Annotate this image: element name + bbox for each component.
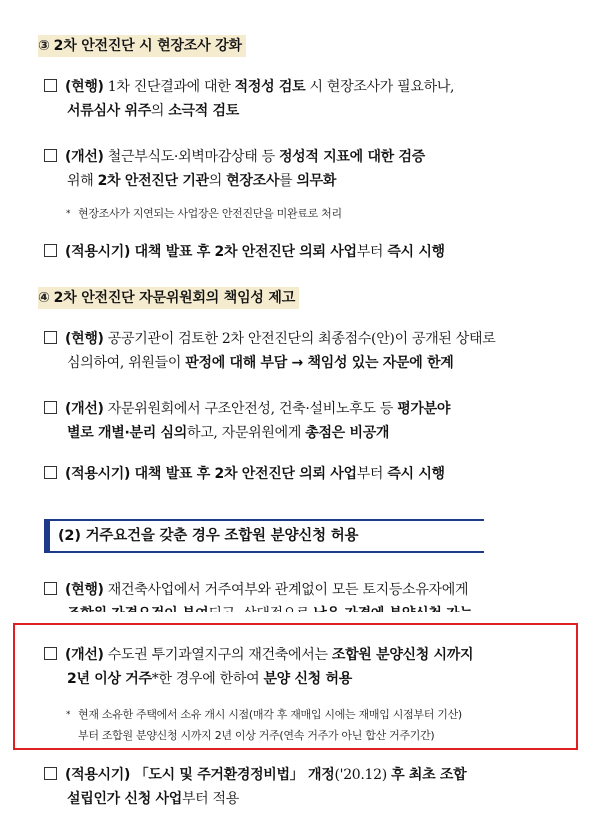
subsection-title: (2) 거주요건을 갖춘 경우 조합원 분양신청 허용 xyxy=(58,528,359,544)
checkbox-icon xyxy=(44,466,57,479)
page-cut xyxy=(0,612,606,622)
footnote: * 현장조사가 지연되는 사업장은 안전진단을 미완료로 처리 xyxy=(66,207,342,220)
section-heading-4 xyxy=(38,287,299,309)
checkbox-icon xyxy=(44,647,57,660)
checkbox-icon xyxy=(44,401,57,414)
bullet-current: (현행) 공공기관이 검토한 2차 안전진단의 최종점수(안)이 공개된 상태로 심의하여, 위원들이 판정에 대해 부담 → 책임성 있는 자문에 한계 xyxy=(44,327,559,375)
checkbox-icon xyxy=(44,149,57,162)
subsection-header xyxy=(44,519,484,553)
bullet-improve: (개선) 철근부식도·외벽마감상태 등 정성적 지표에 대한 검증 위해 2차 안전진단 기관의 현장조사를 의무화 xyxy=(44,145,559,193)
checkbox-icon xyxy=(44,582,57,595)
bullet-timing: (적용시기) 대책 발표 후 2차 안전진단 의뢰 사업부터 즉시 시행 xyxy=(44,462,559,486)
checkbox-icon xyxy=(44,767,57,780)
bullet-timing: (적용시기) 「도시 및 주거환경정비법」 개정('20.12) 후 최초 조합 설립인가 신청 사업부터 적용 xyxy=(44,763,559,811)
bullet-improve: (개선) 수도권 투기과열지구의 재건축에서는 조합원 분양신청 시까지 2년 이상 거주*한 경우에 한하여 분양 신청 허용 xyxy=(44,643,559,691)
footnote-continued: 부터 조합원 분양신청 시까지 2년 이상 거주(연속 거주가 아닌 합산 거주기간) xyxy=(78,729,435,742)
checkbox-icon xyxy=(44,244,57,257)
section-number: ③ xyxy=(38,38,50,54)
section-heading-3 xyxy=(38,35,246,57)
section-title: 2차 안전진단 자문위원회의 책임성 제고 xyxy=(53,290,296,306)
section-title: 2차 안전진단 시 현장조사 강화 xyxy=(53,38,242,54)
bullet-timing: (적용시기) 대책 발표 후 2차 안전진단 의뢰 사업부터 즉시 시행 xyxy=(44,240,559,264)
bullet-current: (현행) 1차 진단결과에 대한 적정성 검토 시 현장조사가 필요하나, 서류심사 위주의 소극적 검토 xyxy=(44,75,559,123)
section-number: ④ xyxy=(38,290,50,306)
bullet-current: (현행) 재건축사업에서 거주여부와 관계없이 모든 토지등소유자에게 xyxy=(44,578,559,626)
checkbox-icon xyxy=(44,331,57,344)
checkbox-icon xyxy=(44,79,57,92)
bullet-improve: (개선) 자문위원회에서 구조안전성, 건축·설비노후도 등 평가분야 별로 개별·분리 심의하고, 자문위원에게 총점은 비공개 xyxy=(44,397,559,445)
footnote: * 현재 소유한 주택에서 소유 개시 시점(매각 후 재매입 시에는 재매입 시점부터 기산) xyxy=(66,708,462,721)
header-accent-bar xyxy=(44,521,50,551)
